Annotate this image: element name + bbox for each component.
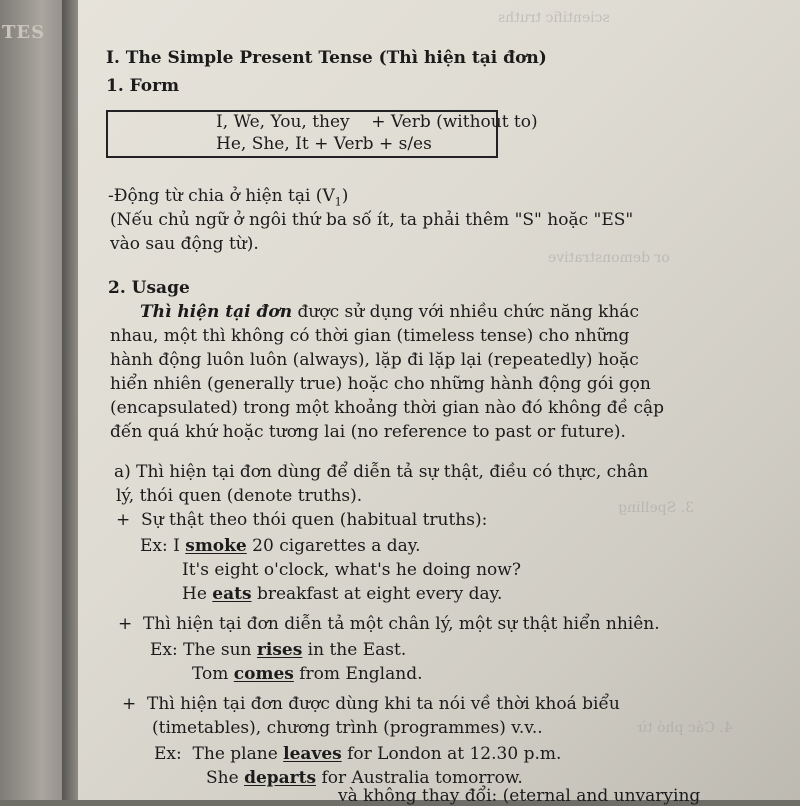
form-box-line-2: He, She, It + Verb + s/es [216, 134, 432, 154]
form-box-line-1: I, We, You, they + Verb (without to) [216, 112, 538, 132]
usage-para-line: hành động luôn luôn (always), lặp đi lặp lại (repeatedly) hoặc [110, 350, 639, 370]
usage-para-line: đến quá khứ hoặc tương lai (no reference to past or future). [110, 422, 626, 442]
usage-para-line: (encapsulated) trong một khoảng thời gian nào đó không đề cập [110, 398, 665, 418]
bullet-truth: + Thì hiện tại đơn diễn tả một chân lý, một sự thật hiển nhiên. [118, 614, 660, 634]
usage-a-line-1: a) Thì hiện tại đơn dùng để diễn tả sự thật, điều có thực, chân [114, 462, 649, 482]
section-title: I. The Simple Present Tense (Thì hiện tại đơn) [106, 48, 547, 68]
example-line: Ex: The plane leaves for London at 12.30 p.m. [154, 744, 562, 764]
usage-para-line: nhau, một thì không có thời gian (timeless tense) cho những [110, 326, 630, 346]
bleed-through: 4. Các phó từ [638, 720, 733, 736]
bleed-through: scientific truths [498, 10, 610, 26]
usage-para-line: Thì hiện tại đơn được sử dụng với nhiều chức năng khác [140, 302, 640, 322]
example-line: It's eight o'clock, what's he doing now? [182, 560, 521, 580]
cut-off-line: và không thay đổi: (eternal and unvarying [338, 786, 701, 806]
previous-page-edge [0, 0, 70, 800]
previous-page-fragment: TES [2, 22, 46, 43]
example-line: She departs for Australia tomorrow. [206, 768, 523, 788]
form-note-line-1: -Động từ chia ở hiện tại $(V_1)$ [108, 186, 349, 209]
example-line: Tom comes from England. [192, 664, 423, 684]
form-heading: 1. Form [106, 76, 180, 96]
example-line: Ex: The sun rises in the East. [150, 640, 407, 660]
bleed-through: or demonstrative [548, 250, 670, 266]
bullet-timetable-cont: (timetables), chương trình (programmes) v.v.. [152, 718, 543, 738]
usage-a-line-2: lý, thói quen (denote truths). [116, 486, 363, 506]
usage-heading: 2. Usage [108, 278, 190, 298]
form-note-line-3: vào sau động từ). [110, 234, 259, 254]
bullet-timetable: + Thì hiện tại đơn được dùng khi ta nói về thời khoá biểu [122, 694, 620, 714]
usage-para-line: hiển nhiên (generally true) hoặc cho những hành động gói gọn [110, 374, 651, 394]
example-line: Ex: I smoke 20 cigarettes a day. [140, 536, 421, 556]
form-note-line-2: (Nếu chủ ngữ ở ngôi thứ ba số ít, ta phải thêm "S" hoặc "ES" [110, 210, 634, 230]
bullet-habitual: + Sự thật theo thói quen (habitual truths): [116, 510, 488, 530]
example-line: He eats breakfast at eight every day. [182, 584, 503, 604]
bleed-through: 3. Spelling [618, 500, 695, 516]
